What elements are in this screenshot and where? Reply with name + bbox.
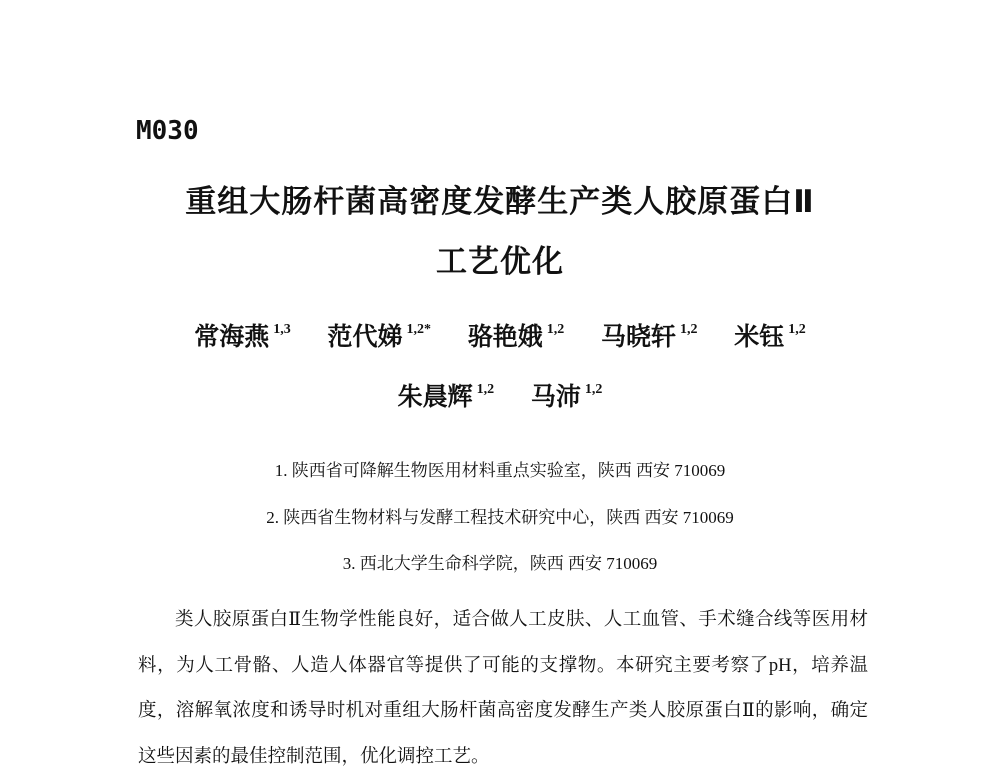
author-name: 朱晨辉 (397, 382, 473, 411)
author (398, 382, 495, 411)
affiliation-1: 1. 陕西省可降解生物医用材料重点实验室，陕西 西安 710069 (274, 461, 726, 480)
author-list-line-1 (0, 317, 1000, 353)
author-name: 米钰 (734, 322, 785, 351)
author-name: 常海燕 (194, 322, 270, 351)
paper-title-line-2: 工艺优化 (436, 244, 564, 280)
author-name: 骆艳娥 (467, 322, 543, 351)
author-affiliation-mark: 1,2 (788, 322, 806, 337)
paper-code: M030 (136, 116, 199, 146)
author (194, 322, 291, 351)
author-name: 马晓轩 (600, 322, 676, 351)
author-affiliation-mark: 1,2 (546, 322, 565, 337)
author-name: 范代娣 (327, 322, 403, 351)
author-affiliation-mark: 1,2 (584, 382, 603, 397)
author-affiliation-mark: 1,3 (273, 322, 291, 337)
abstract-paragraph: 类人胶原蛋白Ⅱ生物学性能良好，适合做人工皮肤、人工血管、手术缝合线等医用材料，为人工骨骼、人造人体器官等提供了可能的支撑物。本研究主要考察了pH，培养温度，溶解氧浓度和诱导时机对重组大肠杆菌高密度发酵生产类人胶原蛋白Ⅱ的影响，确定这些因素的最佳控制范围，优化调控工艺。 (138, 610, 868, 767)
author (531, 382, 603, 411)
affiliation-2: 2. 陕西省生物材料与发酵工程技术研究中心，陕西 西安 710069 (266, 508, 734, 527)
author-affiliation-mark: 1,2 (476, 382, 495, 397)
author-affiliation-mark: 1,2* (406, 322, 432, 337)
author-name: 马沛 (530, 382, 581, 411)
author (601, 322, 698, 351)
paper-title-line-1: 重组大肠杆菌高密度发酵生产类人胶原蛋白Ⅱ (185, 184, 815, 220)
author (468, 322, 565, 351)
author-affiliation-mark: 1,2 (679, 322, 698, 337)
author (328, 322, 432, 351)
author (734, 322, 806, 351)
author-list-line-2 (0, 377, 1000, 413)
affiliation-3: 3. 西北大学生命科学院，陕西 西安 710069 (342, 554, 658, 573)
